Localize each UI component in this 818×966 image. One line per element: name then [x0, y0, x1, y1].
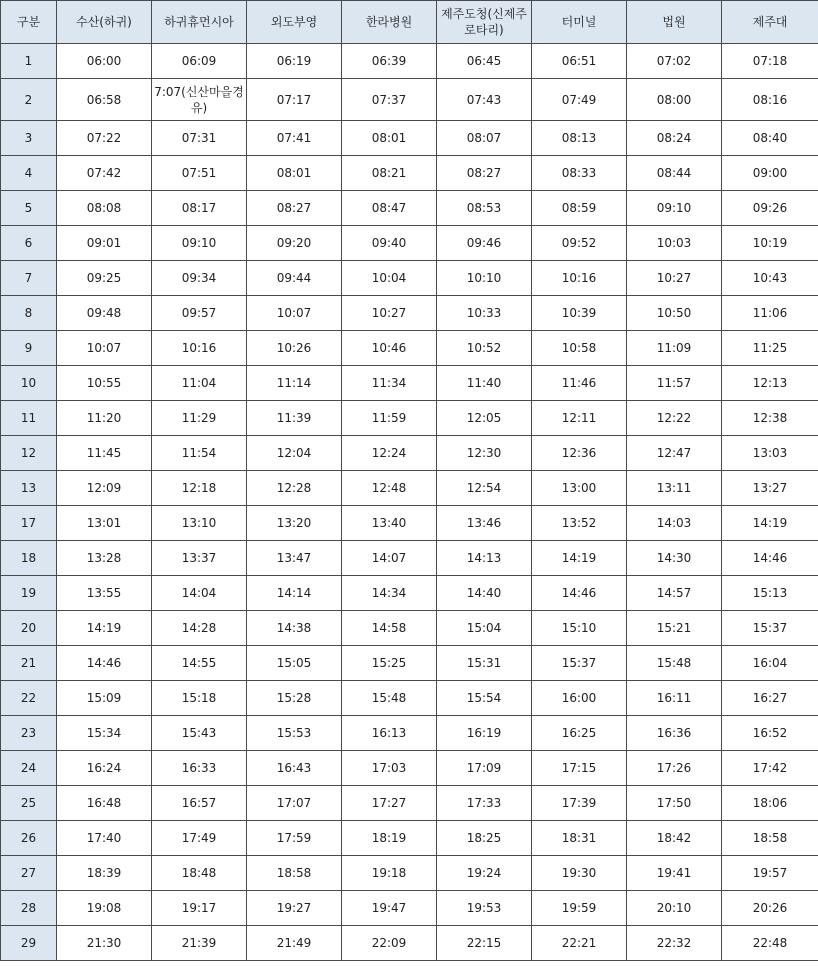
time-cell: 15:37 [532, 646, 627, 681]
time-cell: 19:17 [152, 891, 247, 926]
time-cell: 08:53 [437, 191, 532, 226]
time-cell: 11:20 [57, 401, 152, 436]
time-cell: 15:53 [247, 716, 342, 751]
time-cell: 15:18 [152, 681, 247, 716]
time-cell: 08:13 [532, 121, 627, 156]
time-cell: 11:59 [342, 401, 437, 436]
time-cell: 14:46 [532, 576, 627, 611]
time-cell: 07:49 [532, 79, 627, 121]
row-number-cell: 24 [1, 751, 57, 786]
time-cell: 22:09 [342, 926, 437, 961]
time-cell: 08:07 [437, 121, 532, 156]
time-cell: 15:10 [532, 611, 627, 646]
time-cell: 14:13 [437, 541, 532, 576]
time-cell: 13:28 [57, 541, 152, 576]
time-cell: 11:40 [437, 366, 532, 401]
time-cell: 12:13 [722, 366, 818, 401]
time-cell: 14:34 [342, 576, 437, 611]
time-cell: 16:19 [437, 716, 532, 751]
time-cell: 07:51 [152, 156, 247, 191]
time-cell: 12:38 [722, 401, 818, 436]
time-cell: 15:28 [247, 681, 342, 716]
column-header: 터미널 [532, 1, 627, 44]
time-cell: 17:40 [57, 821, 152, 856]
time-cell: 10:39 [532, 296, 627, 331]
time-cell: 12:30 [437, 436, 532, 471]
time-cell: 06:58 [57, 79, 152, 121]
time-cell: 09:44 [247, 261, 342, 296]
table-row [1, 856, 818, 891]
time-cell: 13:27 [722, 471, 818, 506]
time-cell: 10:27 [342, 296, 437, 331]
time-cell: 18:39 [57, 856, 152, 891]
row-number-cell: 7 [1, 261, 57, 296]
table-row [1, 926, 818, 961]
table-row [1, 44, 818, 79]
time-cell: 13:55 [57, 576, 152, 611]
row-number-cell: 25 [1, 786, 57, 821]
time-cell: 10:27 [627, 261, 722, 296]
time-cell: 15:31 [437, 646, 532, 681]
time-cell: 06:39 [342, 44, 437, 79]
time-cell: 07:42 [57, 156, 152, 191]
time-cell: 08:16 [722, 79, 818, 121]
time-cell: 17:03 [342, 751, 437, 786]
time-cell: 19:08 [57, 891, 152, 926]
time-cell: 11:06 [722, 296, 818, 331]
time-cell: 12:22 [627, 401, 722, 436]
time-cell: 08:00 [627, 79, 722, 121]
column-header: 제주대 [722, 1, 818, 44]
time-cell: 13:47 [247, 541, 342, 576]
time-cell: 07:02 [627, 44, 722, 79]
time-cell: 14:03 [627, 506, 722, 541]
time-cell: 11:14 [247, 366, 342, 401]
row-number-cell: 13 [1, 471, 57, 506]
time-cell: 06:51 [532, 44, 627, 79]
time-cell: 17:26 [627, 751, 722, 786]
time-cell: 16:33 [152, 751, 247, 786]
time-cell: 08:24 [627, 121, 722, 156]
time-cell: 19:59 [532, 891, 627, 926]
time-cell: 16:11 [627, 681, 722, 716]
header-row [1, 1, 818, 44]
time-cell: 12:36 [532, 436, 627, 471]
table-row [1, 436, 818, 471]
time-cell: 14:14 [247, 576, 342, 611]
time-cell: 10:33 [437, 296, 532, 331]
row-number-cell: 26 [1, 821, 57, 856]
column-header: 구분 [1, 1, 57, 44]
time-cell: 15:48 [627, 646, 722, 681]
time-cell: 17:07 [247, 786, 342, 821]
time-cell: 19:24 [437, 856, 532, 891]
time-cell: 7:07(신산마을경유) [152, 79, 247, 121]
time-cell: 11:46 [532, 366, 627, 401]
time-cell: 15:43 [152, 716, 247, 751]
time-cell: 07:41 [247, 121, 342, 156]
time-cell: 07:22 [57, 121, 152, 156]
time-cell: 14:55 [152, 646, 247, 681]
time-cell: 17:59 [247, 821, 342, 856]
time-cell: 13:46 [437, 506, 532, 541]
timetable-header [1, 1, 818, 44]
time-cell: 09:48 [57, 296, 152, 331]
row-number-cell: 12 [1, 436, 57, 471]
time-cell: 21:49 [247, 926, 342, 961]
time-cell: 06:09 [152, 44, 247, 79]
time-cell: 14:38 [247, 611, 342, 646]
time-cell: 09:57 [152, 296, 247, 331]
time-cell: 11:25 [722, 331, 818, 366]
time-cell: 09:20 [247, 226, 342, 261]
time-cell: 13:00 [532, 471, 627, 506]
time-cell: 14:19 [532, 541, 627, 576]
time-cell: 22:32 [627, 926, 722, 961]
time-cell: 12:09 [57, 471, 152, 506]
time-cell: 13:52 [532, 506, 627, 541]
time-cell: 17:50 [627, 786, 722, 821]
time-cell: 07:43 [437, 79, 532, 121]
time-cell: 08:47 [342, 191, 437, 226]
time-cell: 18:42 [627, 821, 722, 856]
time-cell: 07:31 [152, 121, 247, 156]
row-number-cell: 11 [1, 401, 57, 436]
time-cell: 10:46 [342, 331, 437, 366]
time-cell: 08:33 [532, 156, 627, 191]
time-cell: 10:07 [57, 331, 152, 366]
time-cell: 08:01 [247, 156, 342, 191]
time-cell: 14:07 [342, 541, 437, 576]
time-cell: 19:57 [722, 856, 818, 891]
time-cell: 14:46 [57, 646, 152, 681]
time-cell: 10:43 [722, 261, 818, 296]
time-cell: 16:57 [152, 786, 247, 821]
timetable-body [1, 44, 818, 961]
time-cell: 10:16 [152, 331, 247, 366]
time-cell: 21:30 [57, 926, 152, 961]
table-row [1, 261, 818, 296]
time-cell: 10:50 [627, 296, 722, 331]
time-cell: 12:24 [342, 436, 437, 471]
time-cell: 14:30 [627, 541, 722, 576]
time-cell: 16:25 [532, 716, 627, 751]
time-cell: 08:40 [722, 121, 818, 156]
column-header: 외도부영 [247, 1, 342, 44]
time-cell: 10:10 [437, 261, 532, 296]
time-cell: 06:19 [247, 44, 342, 79]
column-header: 제주도청(신제주로타리) [437, 1, 532, 44]
time-cell: 13:10 [152, 506, 247, 541]
time-cell: 22:15 [437, 926, 532, 961]
time-cell: 17:15 [532, 751, 627, 786]
time-cell: 10:04 [342, 261, 437, 296]
time-cell: 13:20 [247, 506, 342, 541]
time-cell: 19:53 [437, 891, 532, 926]
time-cell: 13:37 [152, 541, 247, 576]
table-row [1, 821, 818, 856]
time-cell: 08:08 [57, 191, 152, 226]
table-row [1, 79, 818, 121]
time-cell: 09:10 [627, 191, 722, 226]
time-cell: 06:45 [437, 44, 532, 79]
row-number-cell: 1 [1, 44, 57, 79]
time-cell: 12:18 [152, 471, 247, 506]
time-cell: 15:05 [247, 646, 342, 681]
time-cell: 20:10 [627, 891, 722, 926]
time-cell: 22:21 [532, 926, 627, 961]
table-row [1, 576, 818, 611]
time-cell: 09:00 [722, 156, 818, 191]
time-cell: 14:57 [627, 576, 722, 611]
time-cell: 14:28 [152, 611, 247, 646]
time-cell: 13:03 [722, 436, 818, 471]
table-row [1, 401, 818, 436]
time-cell: 18:48 [152, 856, 247, 891]
time-cell: 12:47 [627, 436, 722, 471]
time-cell: 15:54 [437, 681, 532, 716]
time-cell: 22:48 [722, 926, 818, 961]
time-cell: 11:45 [57, 436, 152, 471]
time-cell: 20:26 [722, 891, 818, 926]
time-cell: 13:01 [57, 506, 152, 541]
table-row [1, 681, 818, 716]
time-cell: 09:25 [57, 261, 152, 296]
row-number-cell: 19 [1, 576, 57, 611]
time-cell: 19:47 [342, 891, 437, 926]
table-row [1, 541, 818, 576]
time-cell: 15:13 [722, 576, 818, 611]
column-header: 한라병원 [342, 1, 437, 44]
time-cell: 19:41 [627, 856, 722, 891]
time-cell: 10:58 [532, 331, 627, 366]
row-number-cell: 21 [1, 646, 57, 681]
time-cell: 10:03 [627, 226, 722, 261]
time-cell: 08:27 [247, 191, 342, 226]
time-cell: 17:33 [437, 786, 532, 821]
time-cell: 13:11 [627, 471, 722, 506]
time-cell: 10:07 [247, 296, 342, 331]
table-row [1, 751, 818, 786]
time-cell: 09:34 [152, 261, 247, 296]
time-cell: 16:43 [247, 751, 342, 786]
time-cell: 15:34 [57, 716, 152, 751]
column-header: 법원 [627, 1, 722, 44]
time-cell: 07:18 [722, 44, 818, 79]
time-cell: 13:40 [342, 506, 437, 541]
time-cell: 18:25 [437, 821, 532, 856]
table-row [1, 646, 818, 681]
time-cell: 16:27 [722, 681, 818, 716]
time-cell: 15:25 [342, 646, 437, 681]
time-cell: 19:18 [342, 856, 437, 891]
time-cell: 08:17 [152, 191, 247, 226]
time-cell: 16:36 [627, 716, 722, 751]
row-number-cell: 8 [1, 296, 57, 331]
time-cell: 11:57 [627, 366, 722, 401]
time-cell: 11:54 [152, 436, 247, 471]
time-cell: 21:39 [152, 926, 247, 961]
row-number-cell: 22 [1, 681, 57, 716]
time-cell: 16:13 [342, 716, 437, 751]
time-cell: 16:00 [532, 681, 627, 716]
row-number-cell: 29 [1, 926, 57, 961]
time-cell: 08:21 [342, 156, 437, 191]
row-number-cell: 23 [1, 716, 57, 751]
time-cell: 10:19 [722, 226, 818, 261]
time-cell: 18:06 [722, 786, 818, 821]
row-number-cell: 27 [1, 856, 57, 891]
time-cell: 14:46 [722, 541, 818, 576]
time-cell: 16:48 [57, 786, 152, 821]
time-cell: 18:58 [247, 856, 342, 891]
table-row [1, 611, 818, 646]
time-cell: 17:42 [722, 751, 818, 786]
time-cell: 08:44 [627, 156, 722, 191]
table-row [1, 716, 818, 751]
row-number-cell: 17 [1, 506, 57, 541]
row-number-cell: 10 [1, 366, 57, 401]
table-row [1, 891, 818, 926]
time-cell: 17:09 [437, 751, 532, 786]
time-cell: 10:55 [57, 366, 152, 401]
table-row [1, 786, 818, 821]
table-row [1, 331, 818, 366]
row-number-cell: 3 [1, 121, 57, 156]
time-cell: 10:26 [247, 331, 342, 366]
table-row [1, 506, 818, 541]
time-cell: 11:04 [152, 366, 247, 401]
time-cell: 17:49 [152, 821, 247, 856]
time-cell: 09:10 [152, 226, 247, 261]
time-cell: 16:24 [57, 751, 152, 786]
time-cell: 11:29 [152, 401, 247, 436]
table-row [1, 296, 818, 331]
time-cell: 12:04 [247, 436, 342, 471]
time-cell: 17:27 [342, 786, 437, 821]
time-cell: 07:17 [247, 79, 342, 121]
column-header: 수산(하귀) [57, 1, 152, 44]
row-number-cell: 9 [1, 331, 57, 366]
time-cell: 08:59 [532, 191, 627, 226]
time-cell: 14:19 [722, 506, 818, 541]
row-number-cell: 4 [1, 156, 57, 191]
time-cell: 08:01 [342, 121, 437, 156]
time-cell: 18:19 [342, 821, 437, 856]
time-cell: 14:04 [152, 576, 247, 611]
time-cell: 10:16 [532, 261, 627, 296]
row-number-cell: 5 [1, 191, 57, 226]
time-cell: 12:48 [342, 471, 437, 506]
row-number-cell: 28 [1, 891, 57, 926]
table-row [1, 366, 818, 401]
time-cell: 11:34 [342, 366, 437, 401]
time-cell: 14:58 [342, 611, 437, 646]
row-number-cell: 20 [1, 611, 57, 646]
time-cell: 11:09 [627, 331, 722, 366]
time-cell: 12:11 [532, 401, 627, 436]
row-number-cell: 6 [1, 226, 57, 261]
time-cell: 16:04 [722, 646, 818, 681]
time-cell: 15:48 [342, 681, 437, 716]
time-cell: 15:21 [627, 611, 722, 646]
table-row [1, 226, 818, 261]
time-cell: 10:52 [437, 331, 532, 366]
time-cell: 19:30 [532, 856, 627, 891]
time-cell: 15:04 [437, 611, 532, 646]
time-cell: 14:19 [57, 611, 152, 646]
time-cell: 15:09 [57, 681, 152, 716]
row-number-cell: 18 [1, 541, 57, 576]
table-row [1, 191, 818, 226]
time-cell: 15:37 [722, 611, 818, 646]
table-row [1, 121, 818, 156]
time-cell: 09:52 [532, 226, 627, 261]
time-cell: 08:27 [437, 156, 532, 191]
table-row [1, 156, 818, 191]
time-cell: 12:54 [437, 471, 532, 506]
time-cell: 14:40 [437, 576, 532, 611]
time-cell: 18:31 [532, 821, 627, 856]
time-cell: 09:40 [342, 226, 437, 261]
time-cell: 12:28 [247, 471, 342, 506]
time-cell: 07:37 [342, 79, 437, 121]
time-cell: 09:46 [437, 226, 532, 261]
time-cell: 09:01 [57, 226, 152, 261]
time-cell: 16:52 [722, 716, 818, 751]
time-cell: 06:00 [57, 44, 152, 79]
time-cell: 12:05 [437, 401, 532, 436]
time-cell: 17:39 [532, 786, 627, 821]
time-cell: 11:39 [247, 401, 342, 436]
column-header: 하귀휴먼시아 [152, 1, 247, 44]
time-cell: 19:27 [247, 891, 342, 926]
time-cell: 09:26 [722, 191, 818, 226]
row-number-cell: 2 [1, 79, 57, 121]
time-cell: 18:58 [722, 821, 818, 856]
table-row [1, 471, 818, 506]
